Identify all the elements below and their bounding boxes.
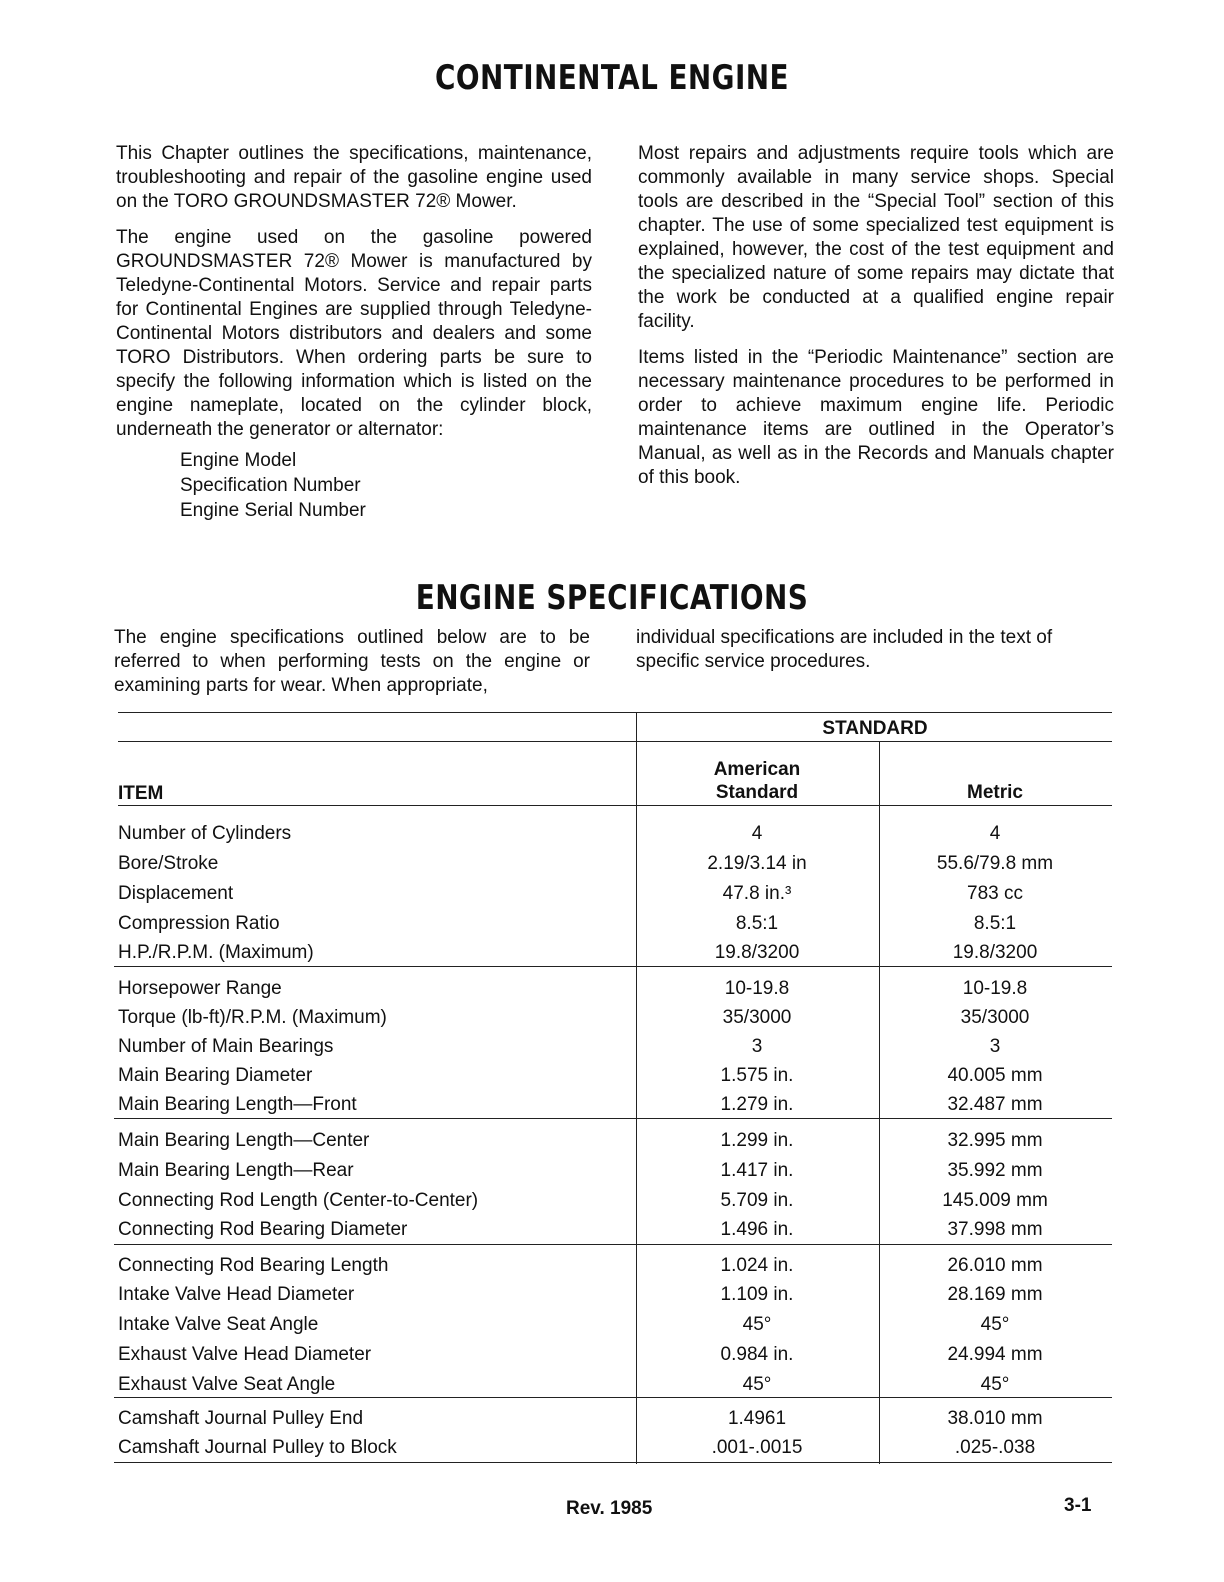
american-value: 0.984 in. xyxy=(720,1344,794,1365)
spec-item-label: Bore/Stroke xyxy=(118,853,219,874)
table-rule xyxy=(118,712,1112,713)
american-value: 10-19.8 xyxy=(724,978,790,999)
spec-item-label: Camshaft Journal Pulley End xyxy=(118,1408,364,1429)
spec-intro-paragraph: The engine specifications outlined below are to be referred to when performing tests on the engine or examining parts for wear. When appropriate, xyxy=(114,627,590,696)
list-item: Specification Number xyxy=(180,475,361,496)
metric-value: 783 cc xyxy=(967,883,1023,904)
american-value: 1.299 in. xyxy=(720,1130,794,1151)
spec-item-label: Compression Ratio xyxy=(118,913,280,934)
page-number: 3-1 xyxy=(1064,1495,1092,1516)
table-rule xyxy=(114,1397,1112,1398)
table-rule xyxy=(118,741,1112,742)
american-value: 4 xyxy=(751,823,763,844)
spec-item-label: Torque (lb-ft)/R.P.M. (Maximum) xyxy=(118,1007,387,1028)
spec-item-label: H.P./R.P.M. (Maximum) xyxy=(118,942,314,963)
metric-value: 26.010 mm xyxy=(947,1255,1043,1276)
spec-item-label: Main Bearing Length—Front xyxy=(118,1094,357,1115)
american-value: 1.109 in. xyxy=(720,1284,794,1305)
american-value: 8.5:1 xyxy=(735,913,779,934)
spec-item-label: Main Bearing Length—Center xyxy=(118,1130,370,1151)
intro-paragraph: This Chapter outlines the specifications, maintenance, troubleshooting and repair of the gasoline engine used on the TORO GROUNDSMASTER 72® Mower. xyxy=(116,143,592,212)
metric-value: 4 xyxy=(989,823,1001,844)
american-value: 1.575 in. xyxy=(720,1065,794,1086)
spec-item-label: Main Bearing Diameter xyxy=(118,1065,313,1086)
spec-item-label: Intake Valve Seat Angle xyxy=(118,1314,319,1335)
intro-paragraph: Most repairs and adjustments require tools which are commonly available in many service shops. Special tools are described in the “Special Tool” section of this chapter. The use of some specialized test equipment is explained, however, the cost of the test equipment and the specialized nature of some repairs may dictate that the work be conducted at a qualified engine repair facility. xyxy=(638,143,1114,332)
spec-item-label: Displacement xyxy=(118,883,234,904)
spec-item-label: Number of Main Bearings xyxy=(118,1036,334,1057)
american-value: 2.19/3.14 in xyxy=(707,853,807,874)
metric-value: 145.009 mm xyxy=(942,1190,1048,1211)
metric-value: 55.6/79.8 mm xyxy=(936,853,1054,874)
american-value: 5.709 in. xyxy=(720,1190,794,1211)
metric-value: 19.8/3200 xyxy=(952,942,1038,963)
metric-value: 32.995 mm xyxy=(947,1130,1043,1151)
table-rule xyxy=(118,805,1112,806)
metric-value: 35/3000 xyxy=(960,1007,1030,1028)
american-value: 19.8/3200 xyxy=(714,942,800,963)
intro-paragraph: Items listed in the “Periodic Maintenance” section are necessary maintenance procedures to be performed in order to achieve maximum engine life. Periodic maintenance items are outlined in the Operator’s Manual, as well as in the Records and Manuals chapter of this book. xyxy=(638,347,1114,488)
table-rule xyxy=(114,1462,1112,1463)
metric-value: 38.010 mm xyxy=(947,1408,1043,1429)
table-rule xyxy=(114,966,1112,967)
metric-value: 37.998 mm xyxy=(947,1219,1043,1240)
item-column-header: ITEM xyxy=(118,783,164,804)
metric-value: 28.169 mm xyxy=(947,1284,1043,1305)
intro-paragraph: The engine used on the gasoline powered GROUNDSMASTER 72® Mower is manufactured by Teledyne-Continental Motors. Service and repair parts for Continental Engines are supplied through Teledyne-Continental Motors distributors and dealers and some TORO Distributors. When ordering parts be sure to specify the following information which is listed on the engine nameplate, located on the cylinder block, underneath the generator or alternator: xyxy=(116,227,592,440)
american-value: 35/3000 xyxy=(722,1007,792,1028)
american-value: 45° xyxy=(742,1374,772,1395)
metric-value: 32.487 mm xyxy=(947,1094,1043,1115)
table-rule xyxy=(114,1244,1112,1245)
american-value: 3 xyxy=(751,1036,763,1057)
metric-value: 10-19.8 xyxy=(962,978,1028,999)
american-value: 1.417 in. xyxy=(720,1160,794,1181)
list-item: Engine Model xyxy=(180,450,297,471)
page-title: CONTINENTAL ENGINE xyxy=(435,58,789,98)
american-column-header: Standard xyxy=(715,782,799,803)
american-value: 1.4961 xyxy=(727,1408,787,1429)
spec-item-label: Exhaust Valve Seat Angle xyxy=(118,1374,336,1395)
spec-item-label: Horsepower Range xyxy=(118,978,282,999)
spec-item-label: Connecting Rod Bearing Diameter xyxy=(118,1219,408,1240)
metric-value: 3 xyxy=(989,1036,1001,1057)
metric-value: 40.005 mm xyxy=(947,1065,1043,1086)
american-value: .001-.0015 xyxy=(711,1437,803,1458)
american-column-header: American xyxy=(713,759,801,780)
spec-item-label: Camshaft Journal Pulley to Block xyxy=(118,1437,397,1458)
spec-item-label: Connecting Rod Bearing Length xyxy=(118,1255,389,1276)
spec-item-label: Main Bearing Length—Rear xyxy=(118,1160,354,1181)
american-value: 1.279 in. xyxy=(720,1094,794,1115)
table-column-rule xyxy=(636,712,637,1464)
metric-value: 8.5:1 xyxy=(973,913,1017,934)
revision-label: Rev. 1985 xyxy=(566,1498,653,1519)
section-title: ENGINE SPECIFICATIONS xyxy=(415,578,809,618)
spec-item-label: Intake Valve Head Diameter xyxy=(118,1284,355,1305)
american-value: 1.024 in. xyxy=(720,1255,794,1276)
metric-value: 45° xyxy=(980,1314,1010,1335)
spec-item-label: Exhaust Valve Head Diameter xyxy=(118,1344,372,1365)
standard-group-header: STANDARD xyxy=(822,718,928,739)
spec-intro-paragraph: individual specifications are included in the text of specific service procedures. xyxy=(636,627,1053,672)
american-value: 47.8 in.³ xyxy=(722,883,792,904)
spec-item-label: Connecting Rod Length (Center-to-Center) xyxy=(118,1190,479,1211)
american-value: 1.496 in. xyxy=(720,1219,794,1240)
list-item: Engine Serial Number xyxy=(180,500,366,521)
metric-value: .025-.038 xyxy=(954,1437,1036,1458)
spec-item-label: Number of Cylinders xyxy=(118,823,292,844)
table-rule xyxy=(114,1118,1112,1119)
metric-column-header: Metric xyxy=(967,782,1023,803)
metric-value: 24.994 mm xyxy=(947,1344,1043,1365)
metric-value: 45° xyxy=(980,1374,1010,1395)
american-value: 45° xyxy=(742,1314,772,1335)
metric-value: 35.992 mm xyxy=(947,1160,1043,1181)
